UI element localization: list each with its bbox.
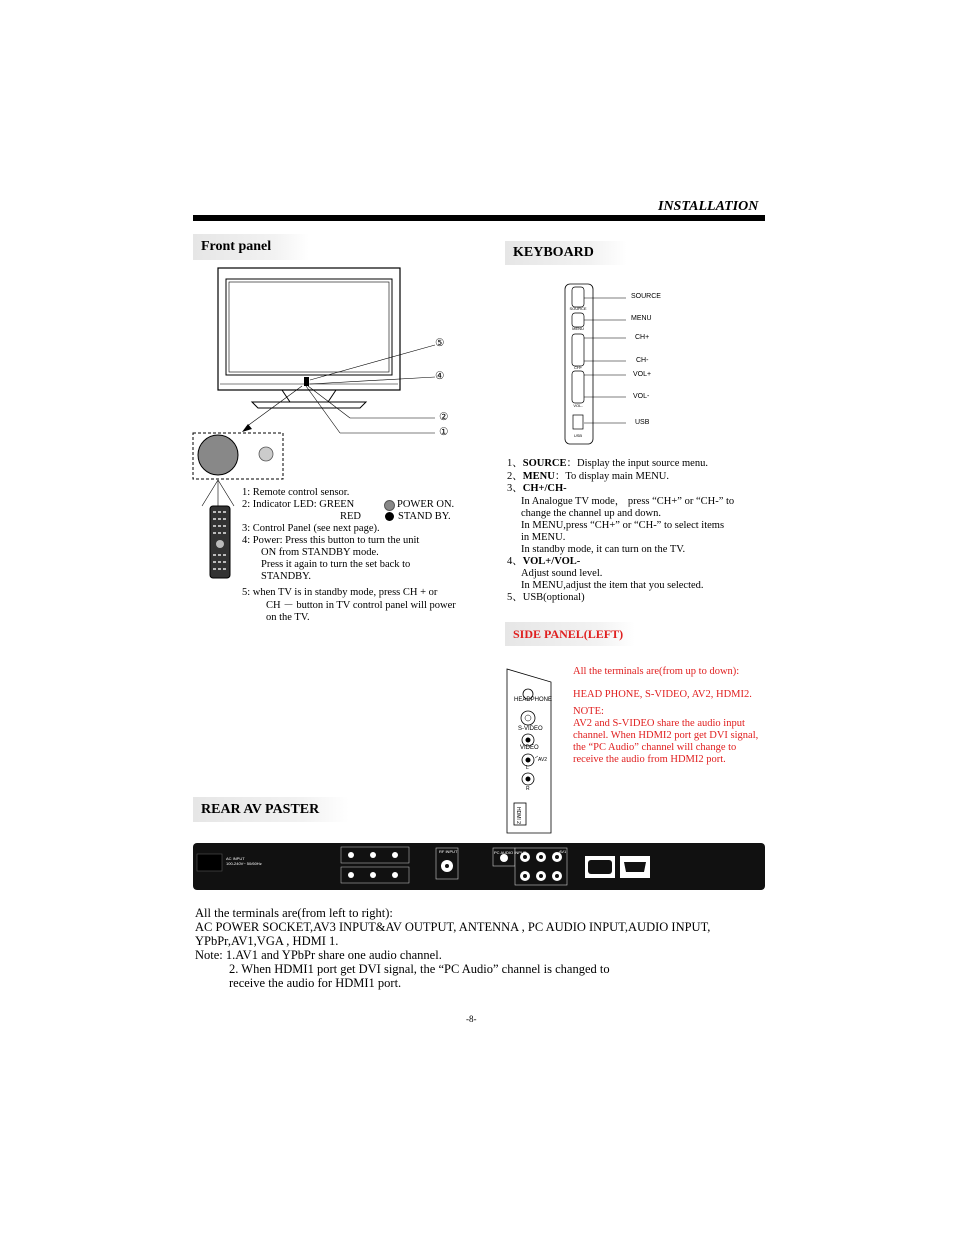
front-item-4-line3: Press it again to turn the set back to	[261, 559, 411, 570]
page-section-title: INSTALLATION	[658, 199, 759, 214]
rear-label-av1: AV1	[559, 849, 567, 854]
side-text-6: the “PC Audio” channel will change to	[573, 742, 737, 753]
callout-1: ①	[439, 427, 449, 438]
kb-desc-2-num: 2、	[507, 471, 523, 482]
kb-desc-1-num: 1、	[507, 458, 523, 469]
rear-text-1: All the terminals are(from left to right):	[195, 906, 393, 920]
front-item-5-line2: CH － button in TV control panel will power	[266, 600, 456, 611]
green-led-indicator	[384, 500, 395, 511]
rear-label-voltage: 100-240V~ 50/60Hz	[226, 861, 262, 866]
svg-text:VOL-: VOL-	[573, 403, 583, 408]
rear-text-5: 2. When HDMI1 port get DVI signal, the “PC Audio” channel is changed to	[229, 962, 610, 976]
kb-desc-1-term: SOURCE	[522, 458, 567, 469]
kb-desc-2-text: ：To display main MENU.	[554, 471, 670, 482]
side-label-hdmi2: HDMI 2	[515, 807, 521, 824]
side-label-headphone: HEADPHONE	[514, 697, 553, 703]
svg-text:CH+: CH+	[573, 365, 583, 370]
front-item-4: 4: Power: Press this button to turn the unit	[242, 535, 420, 546]
front-item-5-line3: on the TV.	[266, 612, 310, 623]
kb-desc-3-num: 3、	[507, 483, 523, 494]
kb-vol-line-2: In MENU,adjust the item that you selected.	[521, 580, 704, 591]
front-item-1: 1: Remote control sensor.	[242, 487, 350, 498]
rear-label-pc-audio: PC AUDIO INPUT	[494, 850, 527, 855]
side-text-2: HEAD PHONE, S-VIDEO, AV2, HDMI2.	[573, 689, 752, 700]
kb-label-ch-minus: CH-	[636, 357, 649, 364]
keyboard-leader-lines	[584, 290, 634, 430]
kb-ch-line-2: change the channel up and down.	[521, 508, 661, 519]
kb-desc-2	[507, 471, 669, 483]
kb-desc-1	[507, 458, 708, 470]
callout-4: ④	[435, 371, 445, 382]
remote-control-illustration	[207, 504, 233, 580]
kb-desc-5: 5、USB(optional)	[507, 592, 585, 603]
kb-desc-2-term: MENU	[522, 471, 555, 482]
side-label-av2: AV2	[538, 757, 548, 763]
tv-front-diagram	[190, 262, 460, 507]
svg-text:USB: USB	[573, 433, 583, 438]
side-text-1: All the terminals are(from up to down):	[573, 666, 740, 677]
side-panel-heading: SIDE PANEL(LEFT)	[505, 622, 635, 646]
kb-label-source: SOURCE	[631, 293, 661, 300]
rear-text-6: receive the audio for HDMI1 port.	[229, 976, 402, 990]
side-text-7: receive the audio from HDMI2 port.	[573, 754, 726, 765]
page-number: -8-	[466, 1014, 477, 1024]
side-label-l: L	[526, 765, 529, 771]
side-label-video: VIDEO	[520, 745, 539, 751]
callout-2: ②	[439, 412, 449, 423]
kb-desc-4-term: VOL+/VOL-	[522, 556, 581, 567]
led-green-meaning: POWER ON.	[397, 499, 455, 510]
front-panel-heading: Front panel	[193, 234, 309, 260]
keyboard-heading: KEYBOARD	[505, 241, 627, 265]
rear-label-rf-input: RF INPUT	[439, 849, 458, 854]
rear-heading: REAR AV PASTER	[193, 797, 349, 822]
led-red-meaning: STAND BY.	[398, 511, 451, 522]
led-red-label: RED	[340, 511, 361, 522]
kb-ch-line-5: In standby mode, it can turn on the TV.	[521, 544, 686, 555]
svg-text:SOURCE: SOURCE	[569, 306, 587, 311]
callout-5: ⑤	[435, 338, 445, 349]
rear-label-hdmi1: HDMI1 INPUT	[623, 856, 649, 861]
kb-desc-3-term: CH+/CH-	[522, 483, 567, 494]
kb-ch-line-4: in MENU.	[521, 532, 566, 543]
kb-label-menu: MENU	[631, 315, 652, 322]
svg-text:MENU: MENU	[572, 326, 584, 331]
rear-text-2: AC POWER SOCKET,AV3 INPUT&AV OUTPUT, ANTENNA , PC AUDIO INPUT,AUDIO INPUT,	[195, 920, 711, 934]
side-panel-diagram	[506, 668, 552, 834]
kb-label-vol-plus: VOL+	[633, 371, 652, 378]
kb-ch-line-3: In MENU,press “CH+” or “CH-” to select items	[521, 520, 725, 531]
side-text-5: channel. When HDMI2 port get DVI signal,	[573, 730, 759, 741]
side-label-r: R	[526, 786, 530, 792]
front-item-4-line2: ON from STANDBY mode.	[261, 547, 379, 558]
front-item-5: 5: when TV is in standby mode, press CH + or	[242, 587, 438, 598]
side-text-4: AV2 and S-VIDEO share the audio input	[573, 718, 745, 729]
kb-label-ch-plus: CH+	[635, 334, 650, 341]
front-item-2: 2: Indicator LED: GREEN	[242, 499, 355, 510]
front-item-3: 3: Control Panel (see next page).	[242, 523, 380, 534]
red-led-indicator	[385, 512, 394, 521]
rear-panel-diagram	[193, 843, 765, 890]
rear-label-ac-input: AC INPUT	[226, 856, 245, 861]
front-item-4-line4: STANDBY.	[261, 571, 312, 582]
rear-label-vga: VGA INPUT	[589, 856, 611, 861]
side-text-3: NOTE:	[573, 706, 604, 717]
kb-label-vol-minus: VOL-	[633, 393, 650, 400]
kb-desc-3	[507, 483, 567, 495]
kb-desc-4-num: 4、	[507, 556, 523, 567]
rear-text-4: Note: 1.AV1 and YPbPr share one audio channel.	[195, 948, 442, 962]
rear-text-3: YPbPr,AV1,VGA , HDMI 1.	[195, 934, 339, 948]
kb-ch-line-1: In Analogue TV mode， press “CH+” or “CH-” to	[521, 496, 735, 507]
side-label-svideo: S-VIDEO	[518, 726, 543, 732]
header-rule	[193, 215, 765, 221]
kb-vol-line-1: Adjust sound level.	[521, 568, 603, 579]
kb-label-usb: USB	[635, 419, 650, 426]
kb-desc-4	[507, 556, 580, 568]
kb-desc-1-text: ：Display the input source menu.	[566, 458, 708, 469]
